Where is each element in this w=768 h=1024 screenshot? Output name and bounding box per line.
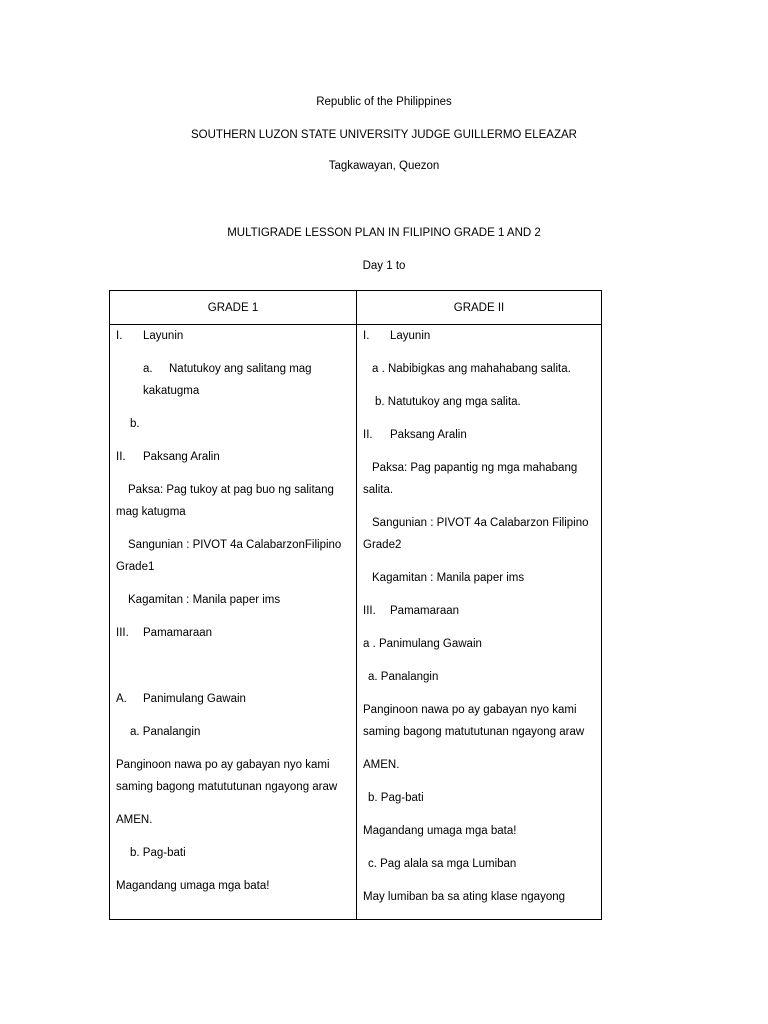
- g2-absent-label: c. Pag alala sa mga Lumiban: [368, 858, 517, 870]
- grade1-header: GRADE 1: [110, 291, 357, 325]
- g2-preliminary-heading: a . Panimulang Gawain: [363, 638, 482, 650]
- g1-topic-heading: II. Paksang Aralin: [116, 451, 220, 463]
- g2-greeting-label: b. Pag-bati: [368, 792, 424, 804]
- g2-objective-b: b. Natutukoy ang mga salita.: [375, 396, 521, 408]
- g2-objectives-heading: I. Layunin: [363, 330, 431, 342]
- g1-greeting-text: Magandang umaga mga bata!: [116, 880, 270, 892]
- table-header-row: [110, 291, 602, 325]
- g1-kagamitan: Kagamitan : Manila paper ims: [128, 594, 281, 606]
- g1-amen: AMEN.: [116, 814, 153, 826]
- g2-topic-heading: II. Paksang Aralin: [363, 429, 467, 441]
- school-location: Tagkawayan, Quezon: [328, 160, 440, 172]
- g1-prayer-label: a. Panalangin: [130, 726, 201, 738]
- lesson-plan-title: MULTIGRADE LESSON PLAN IN FILIPINO GRADE 1 AND 2: [227, 227, 541, 239]
- g2-greeting-text: Magandang umaga mga bata!: [363, 825, 517, 837]
- g2-paksa: Paksa: Pag papantig ng mga mahabang salita.: [363, 462, 578, 496]
- g1-prayer-text: Panginoon nawa po ay gabayan nyo kami saming bagong matututunan ngayong araw: [116, 759, 338, 793]
- g2-amen: AMEN.: [363, 759, 400, 771]
- university-name: SOUTHERN LUZON STATE UNIVERSITY JUDGE GUILLERMO ELEAZAR: [191, 129, 577, 141]
- g1-greeting-label: b. Pag-bati: [130, 847, 186, 859]
- lesson-plan-table: [109, 290, 602, 920]
- g1-preliminary-heading: A. Panimulang Gawain: [116, 693, 246, 705]
- g2-absent-text: May lumiban ba sa ating klase ngayong: [363, 891, 566, 903]
- grade2-column: [357, 325, 602, 920]
- g1-procedure-heading: III. Pamamaraan: [116, 627, 213, 639]
- lesson-day: Day 1 to: [362, 260, 406, 272]
- g2-procedure-heading: III. Pamamaraan: [363, 605, 460, 617]
- grade2-header: GRADE II: [357, 291, 602, 325]
- g2-prayer-text: Panginoon nawa po ay gabayan nyo kami saming bagong matututunan ngayong araw: [363, 704, 585, 738]
- g1-objective-b: b.: [130, 418, 140, 430]
- g2-sangunian: Sangunian : PIVOT 4a Calabarzon Filipino Grade2: [363, 517, 589, 551]
- table-row: [110, 325, 602, 920]
- grade1-column: [110, 325, 357, 920]
- g1-objectives-heading: I. Layunin: [116, 330, 184, 342]
- g1-objective-a: a. Natutukoy ang salitang mag kakatugma: [143, 363, 312, 397]
- g1-paksa: Paksa: Pag tukoy at pag buo ng salitang mag katugma: [116, 484, 334, 518]
- g2-objective-a: a . Nabibigkas ang mahahabang salita.: [372, 363, 571, 375]
- republic-line: Republic of the Philippines: [316, 96, 452, 108]
- g2-prayer-label: a. Panalangin: [368, 671, 439, 683]
- g2-kagamitan: Kagamitan : Manila paper ims: [372, 572, 525, 584]
- g1-sangunian: Sangunian : PIVOT 4a CalabarzonFilipino Grade1: [116, 539, 342, 573]
